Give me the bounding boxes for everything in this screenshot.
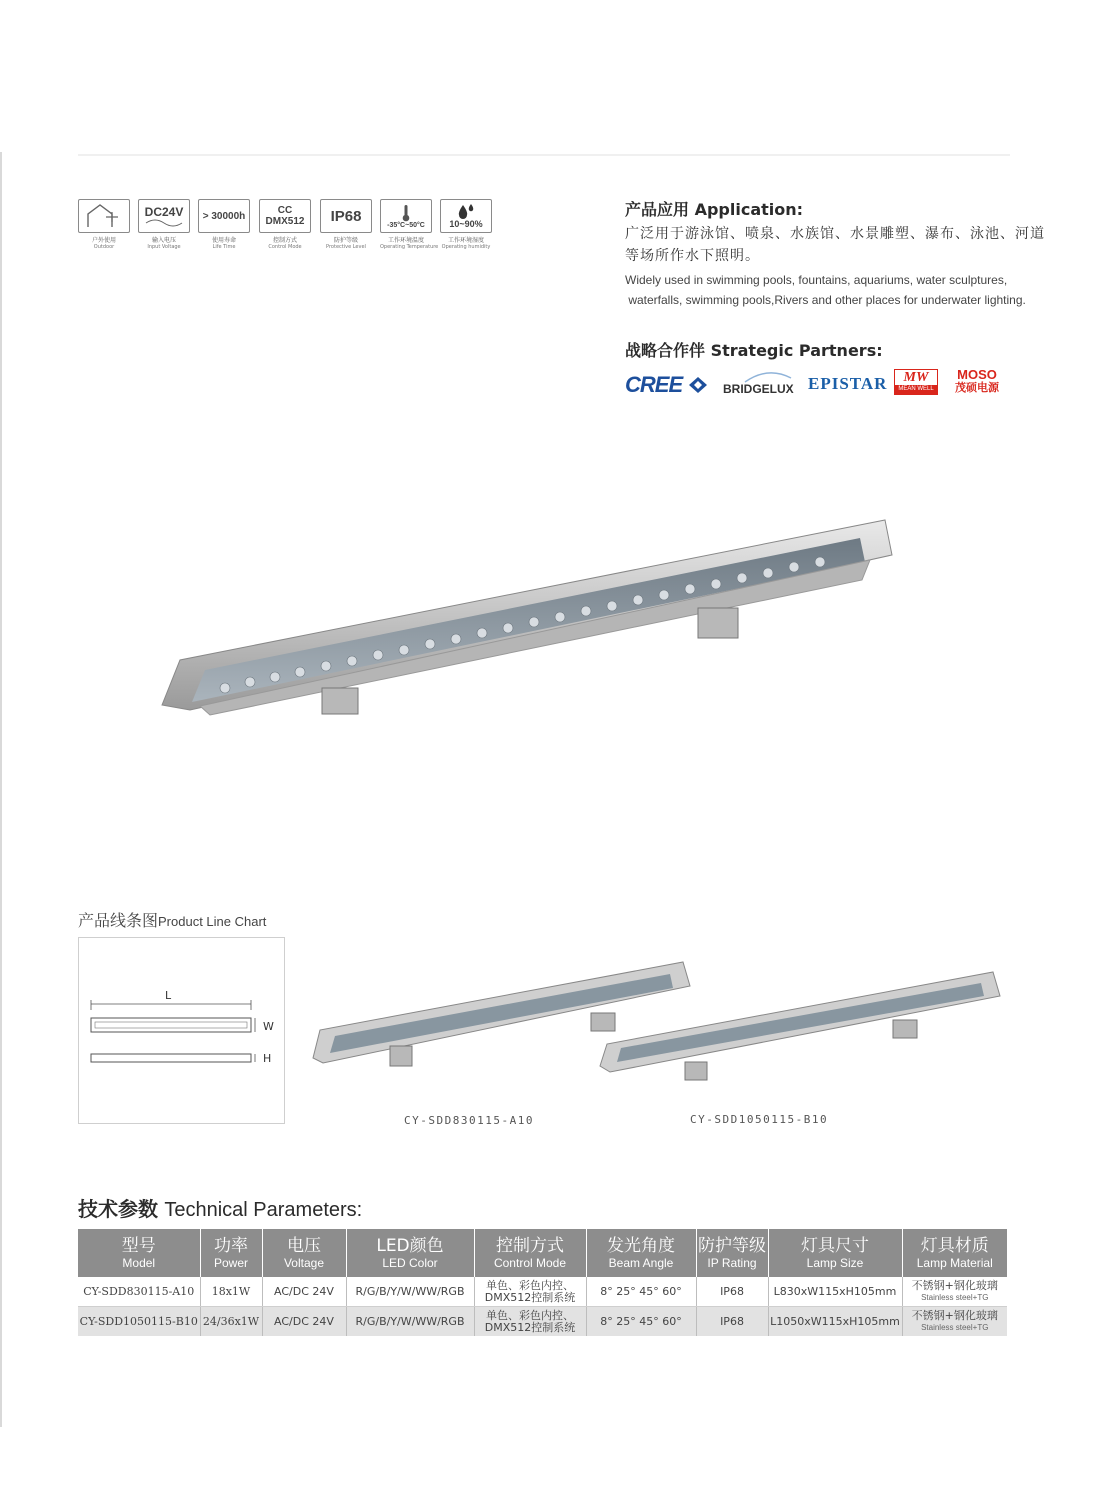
moso-logo: MOSO 茂硕电源 (955, 367, 999, 394)
table-header-row (78, 1229, 1007, 1277)
feature-control (259, 199, 311, 250)
cell-lamp-material: 不锈钢+钢化玻璃 Stainless steel+TG (902, 1277, 1007, 1307)
header-beam-angle: 发光角度 Beam Angle (586, 1229, 696, 1277)
feature-cn: 户外使用 (91, 237, 116, 244)
product-image-b10 (595, 968, 1005, 1086)
header-voltage: 电压 Voltage (262, 1229, 346, 1277)
table-row (78, 1277, 1007, 1307)
header-lamp-material: 灯具材质 Lamp Material (902, 1229, 1007, 1277)
cell-model: CY-SDD1050115-B10 (78, 1307, 200, 1337)
cell-lamp-size: L830xW115xH105mm (768, 1277, 902, 1307)
feature-en: Input Voltage (147, 244, 181, 250)
header-lamp-size: 灯具尺寸 Lamp Size (768, 1229, 902, 1277)
feature-value: IP68 (330, 207, 362, 225)
line-chart-label-en: Product Line Chart (158, 914, 267, 929)
line-chart-label-cn: 产品线条图 (78, 911, 159, 930)
cell-power: 24/36x1W (200, 1307, 262, 1337)
feature-en: Protective Level (326, 244, 366, 250)
line-chart-label (78, 908, 266, 931)
feature-en: Operating humidity (441, 244, 491, 250)
cell-lamp-size: L1050xW115xH105mm (768, 1307, 902, 1337)
cree-logo: CREE (625, 372, 709, 398)
bridgelux-logo: BRIDGELUX (723, 378, 794, 397)
line-chart-box (78, 937, 285, 1124)
feature-cn: 防护等级 (333, 237, 358, 244)
table-row (78, 1307, 1007, 1337)
feature-temperature (380, 199, 439, 250)
dim-w-label: W (263, 1020, 274, 1033)
cell-ip-rating: IP68 (696, 1307, 768, 1337)
feature-value: 10~90% (449, 219, 483, 229)
water-drops-icon (455, 203, 477, 219)
feature-cn: 工作环境温度 (387, 237, 424, 244)
thermometer-icon (401, 204, 411, 222)
header-led-color: LED颜色 LED Color (346, 1229, 474, 1277)
cell-power: 18x1W (200, 1277, 262, 1307)
header-power: 功率 Power (200, 1229, 262, 1277)
model-caption-a10: CY-SDD830115-A10 (404, 1114, 534, 1127)
feature-humidity (440, 199, 492, 250)
header-ip-rating: 防护等级 IP Rating (696, 1229, 768, 1277)
cell-voltage: AC/DC 24V (262, 1277, 346, 1307)
partners-title: 战略合作伴 Strategic Partners: (625, 341, 883, 360)
feature-value: DC24V (144, 205, 184, 219)
outdoor-house-icon (78, 199, 130, 233)
model-caption-b10: CY-SDD1050115-B10 (690, 1113, 829, 1126)
application-en-text: Widely used in swimming pools, fountains, aquariums, water sculptures, waterfalls, swimming pools,Rivers and other places for underwater lighting. (625, 273, 1026, 307)
bridgelux-arc-icon (723, 370, 793, 384)
dim-h-label: H (263, 1052, 272, 1065)
cree-diamond-icon (687, 376, 709, 394)
tech-title-cn: 技术参数 (78, 1197, 158, 1221)
feature-en: Control Mode (268, 244, 302, 250)
cell-led-color: R/G/B/Y/W/WW/RGB (346, 1277, 474, 1307)
tech-params-title (78, 1193, 362, 1222)
cell-model: CY-SDD830115-A10 (78, 1277, 200, 1307)
feature-en: Outdoor (93, 244, 115, 250)
cell-control-mode: 单色、彩色内控、DMX512控制系统 (474, 1277, 586, 1307)
header-model: 型号 Model (78, 1229, 200, 1277)
cell-beam-angle: 8° 25° 45° 60° (586, 1307, 696, 1337)
tech-title-en: Technical Parameters: (164, 1199, 363, 1221)
epistar-logo: EPISTAR (808, 374, 888, 393)
feature-voltage (138, 199, 190, 250)
application-cn-text: 广泛用于游泳馆、喷泉、水族馆、水景雕塑、瀑布、泳池、河道等场所作水下照明。 (625, 226, 1045, 264)
dim-l-label: L (165, 989, 172, 1002)
cell-voltage: AC/DC 24V (262, 1307, 346, 1337)
meanwell-logo: MW MEAN WELL (894, 369, 938, 395)
feature-value: > 30000h (202, 210, 246, 222)
header-control-mode: 控制方式 Control Mode (474, 1229, 586, 1277)
feature-en: Life Time (212, 244, 236, 250)
tech-params-table (78, 1229, 1007, 1336)
cell-beam-angle: 8° 25° 45° 60° (586, 1277, 696, 1307)
feature-value: CC DMX512 (265, 205, 305, 227)
feature-value: -35°C~50°C (387, 221, 425, 229)
feature-cn: 使用寿命 (211, 237, 236, 244)
application-title: 产品应用 Application: (625, 200, 804, 219)
dimension-drawing (79, 938, 284, 1123)
left-margin-rule (0, 152, 2, 1427)
cell-control-mode: 单色、彩色内控、DMX512控制系统 (474, 1307, 586, 1337)
product-main-image (150, 510, 910, 760)
voltage-wave-icon (144, 219, 184, 227)
feature-cn: 控制方式 (272, 237, 297, 244)
cell-led-color: R/G/B/Y/W/WW/RGB (346, 1307, 474, 1337)
header-rule (78, 154, 1010, 156)
feature-cn: 工作环境湿度 (447, 237, 484, 244)
feature-cn: 输入电压 (151, 237, 176, 244)
feature-outdoor (78, 199, 130, 250)
feature-lifetime (198, 199, 250, 250)
cell-ip-rating: IP68 (696, 1277, 768, 1307)
feature-en: Operating Temperature (380, 244, 439, 250)
cell-lamp-material: 不锈钢+钢化玻璃 Stainless steel+TG (902, 1307, 1007, 1337)
feature-ip (320, 199, 372, 250)
